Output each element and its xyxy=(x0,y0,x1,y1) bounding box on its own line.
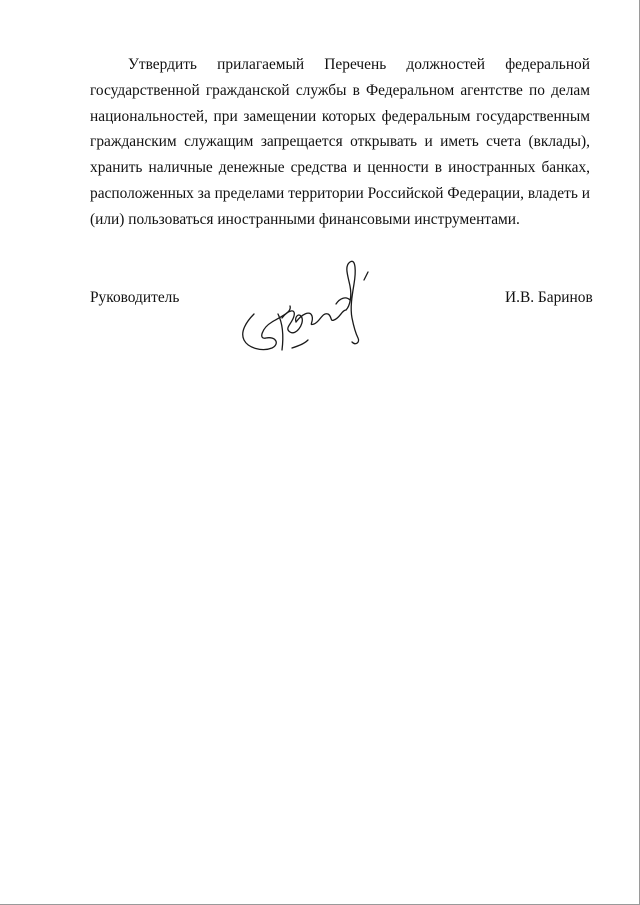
decree-paragraph xyxy=(90,52,590,233)
signatory-name: И.В. Баринов xyxy=(505,289,593,306)
paragraph-line: государственной гражданской службы в Федеральном агентстве по делам xyxy=(90,81,590,99)
paragraph-line: хранить наличные денежные средства и ценности в иностранных банках, xyxy=(90,159,590,177)
signatory-title: Руководитель xyxy=(90,289,180,306)
paragraph-line: (или) пользоваться иностранными финансовыми инструментами. xyxy=(90,210,520,228)
paragraph-line: национальностей, при замещении которых федеральным государственным xyxy=(90,107,590,125)
paragraph-line: Утвердить прилагаемый Перечень должностей федеральной xyxy=(128,56,590,73)
handwritten-signature xyxy=(232,252,382,367)
paragraph-line: гражданским служащим запрещается открывать и иметь счета (вклады), xyxy=(90,133,590,151)
paragraph-line: расположенных за пределами территории Российской Федерации, владеть и xyxy=(90,184,590,202)
